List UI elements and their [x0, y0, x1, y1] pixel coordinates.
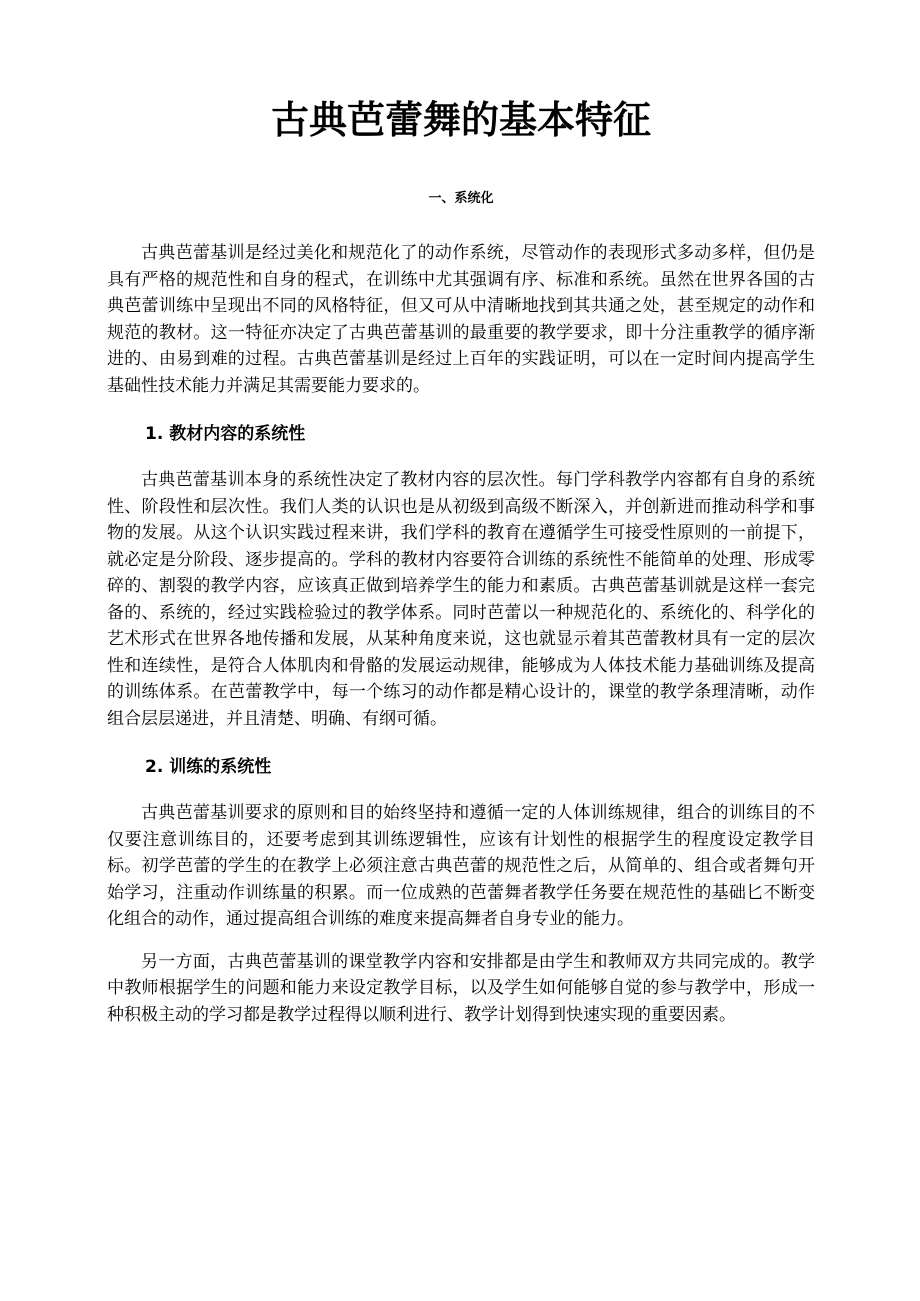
document-title: 古典芭蕾舞的基本特征 — [270, 97, 651, 142]
section-heading: 一、系统化 — [428, 191, 494, 206]
intro-paragraph: 古典芭蕾基训是经过美化和规范化了的动作系统，尽管动作的表现形式多动多样，但仍是具有严格的规范性和自身的程式，在训练中尤其强调有序、标准和系统。虽然在世界各国的古典芭蕾训练中呈现出不同的风格特征，但又可从中清晰地找到其共通之处，甚至规定的动作和规范的教材。这一特征亦决定了古典芭蕾基训的最重要的教学要求，即十分注重教学的循序渐进的、由易到难的过程。古典芭蕾基训是经过上百年的实践证明，可以在一定时间内提高学生基础性技术能力并满足其需要能力要求的。 — [107, 243, 815, 396]
subsection-2-paragraph-2: 另一方面，古典芭蕾基训的课堂教学内容和安排都是由学生和教师双方共同完成的。教学中教师根据学生的问题和能力来设定教学目标，以及学生如何能够自觉的参与教学中，形成一种积极主动的学习都是教学过程得以顺利进行、教学计划得到快速实现的重要因素。 — [107, 951, 815, 1025]
subsection-1-heading: 1. 教材内容的系统性 — [145, 424, 306, 444]
subsection-2-heading: 2. 训练的系统性 — [145, 757, 272, 777]
subsection-1-paragraph: 古典芭蕾基训本身的系统性决定了教材内容的层次性。每门学科教学内容都有自身的系统性、阶段性和层次性。我们人类的认识也是从初级到高级不断深入，并创新进而推动科学和事物的发展。从这个认识实践过程来讲，我们学科的教育在遵循学生可接受性原则的一前提下，就必定是分阶段、逐步提高的。学科的教材内容要符合训练的系统性不能简单的处理、形成零碎的、割裂的教学内容，应该真正做到培养学生的能力和素质。古典芭蕾基训就是这样一套完备的、系统的，经过实践检验过的教学体系。同时芭蕾以一种规范化的、系统化的、科学化的艺术形式在世界各地传播和发展，从某种角度来说，这也就显示着其芭蕾教材具有一定的层次性和连续性，是符合人体肌肉和骨骼的发展运动规律，能够成为人体技术能力基础训练及提高的训练体系。在芭蕾教学中，每一个练习的动作都是精心设计的，课堂的教学条理清晰，动作组合层层递进，并且清楚、明确、有纲可循。 — [107, 470, 815, 729]
subsection-2-paragraph-1: 古典芭蕾基训要求的原则和目的始终坚持和遵循一定的人体训练规律，组合的训练目的不仅要注意训练目的，还要考虑到其训练逻辑性，应该有计划性的根据学生的程度设定教学目标。初学芭蕾的学生的在教学上必须注意古典芭蕾的规范性之后，从简单的、组合或者舞句开始学习，注重动作训练量的积累。而一位成熟的芭蕾舞者教学任务要在规范性的基础匕不断变化组合的动作，通过提高组合训练的难度来提高舞者自身专业的能力。 — [107, 803, 815, 929]
